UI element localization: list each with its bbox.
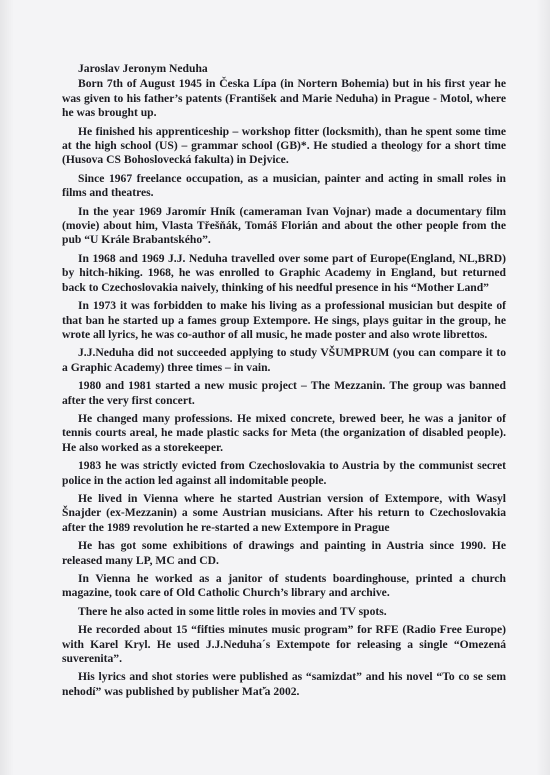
paragraph-acting: There he also acted in some little roles in movies and TV spots. [78,604,387,618]
paragraph-vienna: He lived in Vienna where he started Austrian version of Extempore, with Wasyl Šnajder (ex-Mezzanin) a some Austrian musicians. After his return to Czechoslovakia after the 1989 revolution he re-started a new Extempore in Prague [62,491,506,534]
paragraph-mezzanin: 1980 and 1981 started a new music project – The Mezzanin. The group was banned after the very first concert. [62,379,506,407]
paragraph-freelance: Since 1967 freelance occupation, as a musician, painter and acting in small roles in films and theatres. [62,171,506,200]
page-left-shadow [0,0,14,775]
paragraph-documentary: In the year 1969 Jaromír Hník (cameraman Ivan Vojnar) made a documentary film (movie) about him, Vlasta Třešňák, Tomáš Florián and about the other people from the pub “U Krále Brabantského”. [62,204,506,247]
paragraph-janitor: In Vienna he worked as a janitor of students boardinghouse, printed a church magazine, took care of Old Catholic Church’s library and archive. [62,572,506,600]
paragraph-professions: He changed many professions. He mixed concrete, brewed beer, he was a janitor of tennis courts areal, he made plastic sacks for Meta (the organization of disabled people). He also worked as a storekeeper. [62,411,506,454]
paragraph-extempore: In 1973 it was forbidden to make his living as a professional musician but despite of that ban he started up a fames group Extempore. He sings, plays guitar in the group, he wrote all lyrics, he was co-author of all music, he made poster and also wrote librettos. [62,299,506,341]
paragraph-vsumprum: J.J.Neduha did not succeeded applying to study VŠUMPRUM (you can compare it to a Graphic Academy) three times – in vain. [62,346,506,374]
biography-body [62,77,506,699]
page-right-shadow [536,0,550,775]
paragraph-education: He finished his apprenticeship – workshop fitter (locksmith), than he spent some time at the high school (US) – grammar school (GB)*. He studied a theology for a short time (Husova CS Bohoslovecká fakulta) in Dejvice. [62,124,506,167]
paragraph-travel: In 1968 and 1969 J.J. Neduha travelled over some part of Europe(England, NL,BRD) by hitch-hiking. 1968, he was enrolled to Graphic Academy in England, but returned back to Czechoslovakia naively, thinking of his needful presence in his “Mother Land” [62,251,506,294]
paragraph-exhibitions: He has got some exhibitions of drawings and painting in Austria since 1990. He released many LP, MC and CD. [62,539,506,567]
paragraph-birth: Born 7th of August 1945 in Česka Lípa (in Nortern Bohemia) but in his first year he was given to his father’s patents (František and Marie Neduha) in Prague - Motol, where he was brought up. [62,77,506,120]
author-name: Jaroslav Jeronym Neduha [78,62,208,75]
paragraph-eviction: 1983 he was strictly evicted from Czechoslovakia to Austria by the communist secret police in the action led against all indomitable people. [62,459,506,487]
paragraph-publications: His lyrics and shot stories were published as “samizdat” and his novel “To co se sem nehodí” was published by publisher Mať̌a 2002. [62,670,506,698]
paragraph-rfe: He recorded about 15 “fifties minutes music program” for RFE (Radio Free Europe) with Karel Kryl. He used J.J.Neduha´s Extempote for releasing a single “Omezená suverenita”. [62,623,506,666]
